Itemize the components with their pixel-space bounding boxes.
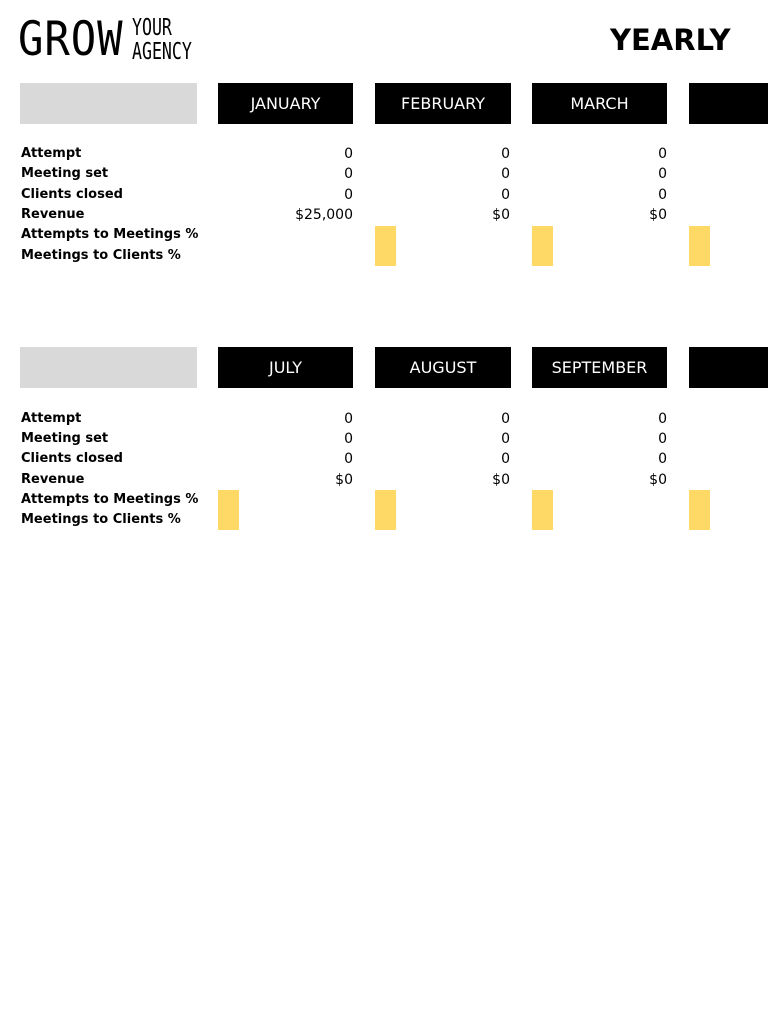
february-clients-closed: 0 <box>501 187 510 203</box>
september-meeting-set: 0 <box>658 431 667 447</box>
month-header-february: FEBRUARY <box>375 83 511 124</box>
logo-subtext <box>132 12 218 64</box>
row-label-attempts-to-meetings: Attempts to Meetings % <box>21 227 199 242</box>
august-attempt: 0 <box>501 411 510 427</box>
august-clients-closed: 0 <box>501 451 510 467</box>
row-label-meetings-to-clients: Meetings to Clients % <box>21 512 181 527</box>
quarter-section-1 <box>0 83 768 273</box>
january-revenue: $25,000 <box>295 207 353 223</box>
september-attempt: 0 <box>658 411 667 427</box>
row-label-meetings-to-clients: Meetings to Clients % <box>21 248 181 263</box>
february-meeting-set: 0 <box>501 166 510 182</box>
january-meeting-set: 0 <box>344 166 353 182</box>
september-revenue: $0 <box>649 472 667 488</box>
march-revenue: $0 <box>649 207 667 223</box>
row-label-meeting-set: Meeting set <box>21 166 109 181</box>
month-header-march: MARCH <box>532 83 667 124</box>
august-revenue: $0 <box>492 472 510 488</box>
march-clients-closed: 0 <box>658 187 667 203</box>
september-clients-closed: 0 <box>658 451 667 467</box>
row-label-revenue: Revenue <box>21 472 85 487</box>
month-header-april: APRIL <box>689 83 768 124</box>
july-percent-highlight <box>218 490 239 530</box>
july-attempt: 0 <box>344 411 353 427</box>
month-header-october: OCTOBER <box>689 347 768 388</box>
month-header-january: JANUARY <box>218 83 353 124</box>
row-label-attempts-to-meetings: Attempts to Meetings % <box>21 492 199 507</box>
july-meeting-set: 0 <box>344 431 353 447</box>
page-title: YEARLY <box>610 23 731 57</box>
april-percent-highlight <box>689 226 710 266</box>
logo-line-agency: AGENCY <box>132 39 192 65</box>
month-header-august: AUGUST <box>375 347 511 388</box>
row-label-header-box <box>20 83 197 124</box>
row-label-attempt: Attempt <box>21 146 82 161</box>
quarter-section-2 <box>0 347 768 537</box>
month-header-september: SEPTEMBER <box>532 347 667 388</box>
march-attempt: 0 <box>658 146 667 162</box>
january-attempt: 0 <box>344 146 353 162</box>
row-label-attempt: Attempt <box>21 411 82 426</box>
august-meeting-set: 0 <box>501 431 510 447</box>
july-clients-closed: 0 <box>344 451 353 467</box>
logo-main-text: GROW <box>18 12 124 67</box>
company-logo <box>18 12 252 68</box>
july-revenue: $0 <box>335 472 353 488</box>
march-meeting-set: 0 <box>658 166 667 182</box>
march-percent-highlight <box>532 226 553 266</box>
january-clients-closed: 0 <box>344 187 353 203</box>
row-label-clients-closed: Clients closed <box>21 187 123 202</box>
month-header-july: JULY <box>218 347 353 388</box>
february-attempt: 0 <box>501 146 510 162</box>
row-label-header-box <box>20 347 197 388</box>
february-percent-highlight <box>375 226 396 266</box>
row-label-clients-closed: Clients closed <box>21 451 123 466</box>
september-percent-highlight <box>532 490 553 530</box>
october-percent-highlight <box>689 490 710 530</box>
february-revenue: $0 <box>492 207 510 223</box>
row-label-meeting-set: Meeting set <box>21 431 109 446</box>
logo-line-your: YOUR <box>132 15 172 41</box>
august-percent-highlight <box>375 490 396 530</box>
row-label-revenue: Revenue <box>21 207 85 222</box>
